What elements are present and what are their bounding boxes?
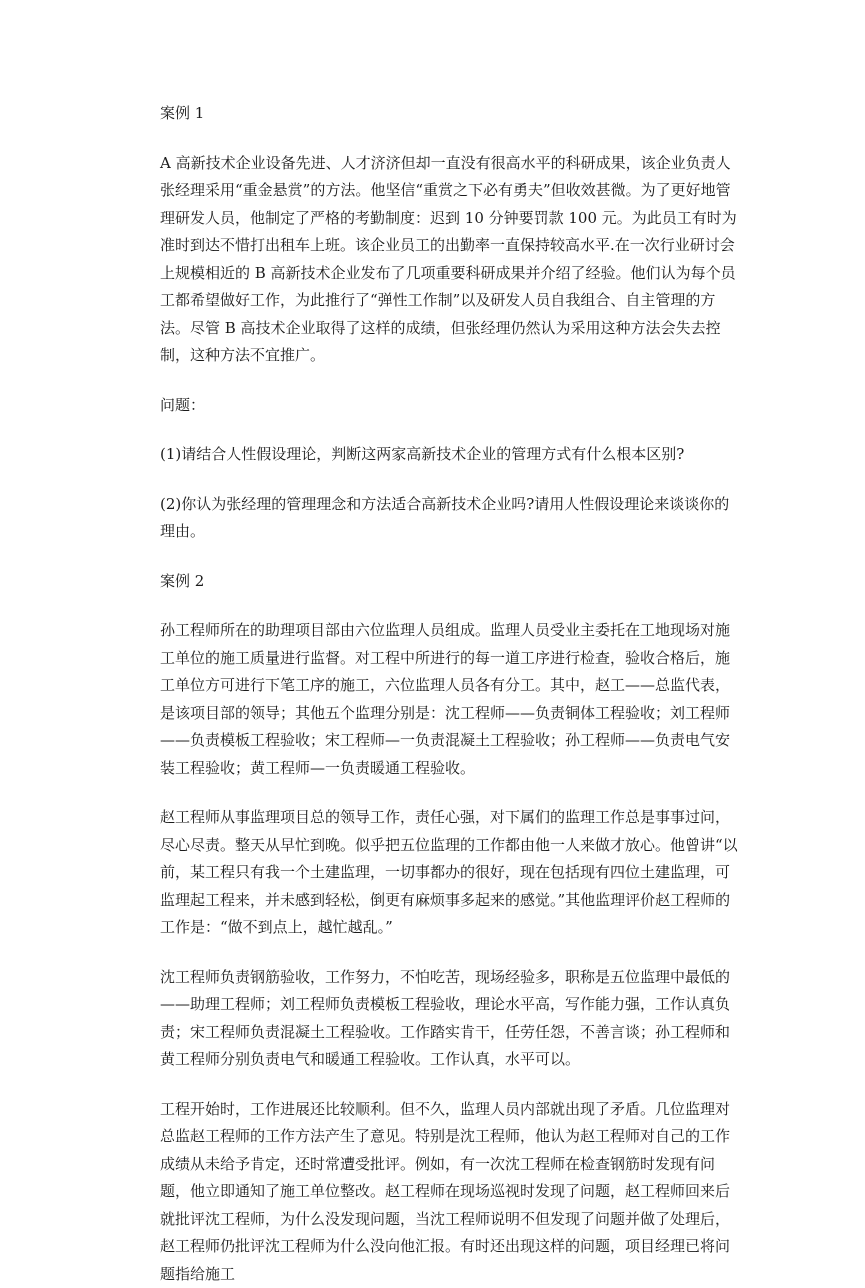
case2-paragraph-4: 工程开始时，工作进展还比较顺利。但不久，监理人员内部就出现了矛盾。几位监理对总监赵工程师的工作方法产生了意见。特别是沈工程师，他认为赵工程师对自己的工作成绩从未给予肯定，还时常遭受批评。例如，有一次沈工程师在检查钢筋时发现有问题，他立即通知了施工单位整改。赵工程师在现场巡视时发现了问题，赵工程师回来后就批评沈工程师，为什么没发现问题，当沈工程师说明不但发现了问题并做了处理后，赵工程师仍批评沈工程师为什么没向他汇报。有时还出现这样的问题，项目经理已将问题指给施工 xyxy=(160,1096,740,1288)
document-body xyxy=(160,100,740,1288)
case2-paragraph-3: 沈工程师负责钢筋验收，工作努力，不怕吃苦，现场经验多，职称是五位监理中最低的——助理工程师；刘工程师负责模板工程验收，理论水平高，写作能力强，工作认真负责；宋工程师负责混凝土工程验收。工作踏实肯干，任劳任怨，不善言谈；孙工程师和黄工程师分别负责电气和暖通工程验收。工作认真，水平可以。 xyxy=(160,964,740,1074)
case1-question-label: 问题： xyxy=(160,392,740,420)
case1-question-2: (2)你认为张经理的管理理念和方法适合高新技术企业吗?请用人性假设理论来谈谈你的理由。 xyxy=(160,491,740,546)
case1-heading: 案例 1 xyxy=(160,100,740,128)
case2-paragraph-1: 孙工程师所在的助理项目部由六位监理人员组成。监理人员受业主委托在工地现场对施工单位的施工质量进行监督。对工程中所进行的每一道工序进行检查，验收合格后，施工单位方可进行下笔工序的施工，六位监理人员各有分工。其中，赵工——总监代表，是该项目部的领导；其他五个监理分别是：沈工程师——负责铜体工程验收；刘工程师——负责模板工程验收；宋工程师—一负责混凝土工程验收；孙工程师——负责电气安装工程验收；黄工程师—一负责暖通工程验收。 xyxy=(160,617,740,782)
case2-paragraph-2: 赵工程师从事监理项目总的领导工作，责任心强，对下属们的监理工作总是事事过问，尽心尽责。整天从早忙到晚。似乎把五位监理的工作都由他一人来做才放心。他曾讲“以前，某工程只有我一个土建监理，一切事都办的很好，现在包括现有四位土建监理，可监理起工程来，并未感到轻松，倒更有麻烦事多起来的感觉。”其他监理评价赵工程师的工作是：“做不到点上，越忙越乱。” xyxy=(160,804,740,942)
case1-question-1: (1)请结合人性假设理论，判断这两家高新技术企业的管理方式有什么根本区别? xyxy=(160,441,740,469)
case1-body: A 高新技术企业设备先进、人才济济但却一直没有很高水平的科研成果，该企业负责人张经理采用“重金悬赏”的方法。他坚信“重赏之下必有勇夫”但收效甚微。为了更好地管理研发人员，他制定了严格的考勤制度：迟到 10 分钟要罚款 100 元。为此员工有时为准时到达不惜打出租车上班。该企业员工的出勤率一直保持较高水平.在一次行业研讨会上规模相近的 B 高新技术企业发布了几项重要科研成果并介绍了经验。他们认为每个员工都希望做好工作，为此推行了“弹性工作制”以及研发人员自我组合、自主管理的方法。尽管 B 高技术企业取得了这样的成绩，但张经理仍然认为采用这种方法会失去控制，这种方法不宜推广。 xyxy=(160,150,740,370)
case2-heading: 案例 2 xyxy=(160,568,740,596)
